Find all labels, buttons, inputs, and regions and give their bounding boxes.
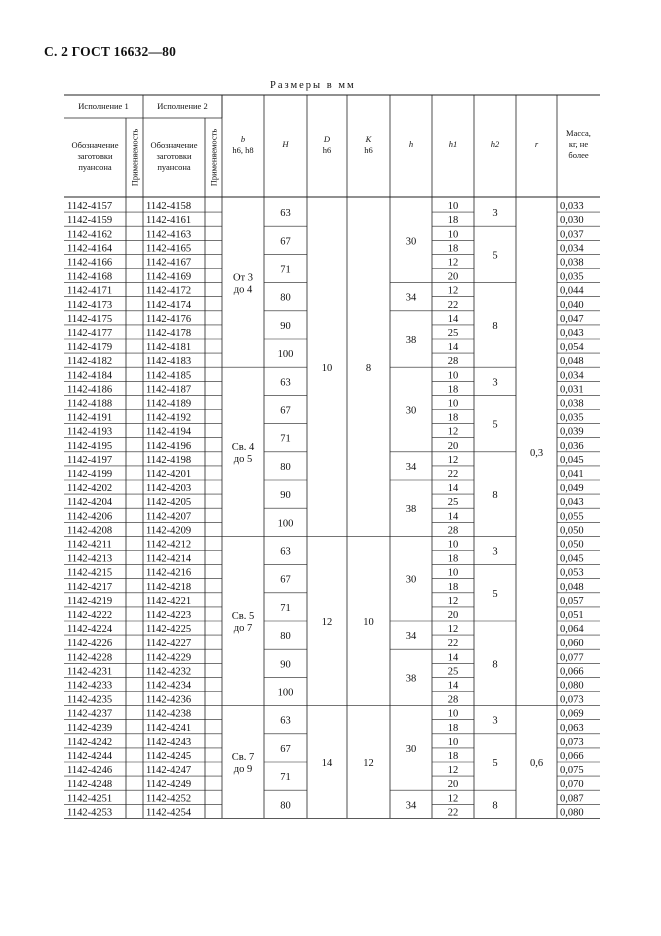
cell-h1: 22: [447, 638, 459, 650]
cell-h1: 28: [447, 694, 459, 706]
header-ispolnenie-2: Исполнение 2: [157, 101, 208, 111]
header-massa: более: [568, 150, 589, 160]
cell-h: 30: [405, 574, 417, 586]
header-massa: кг, не: [568, 139, 589, 149]
cell-oboznachenie-2: 1142-4243: [146, 736, 192, 748]
cell-massa: 0,073: [560, 736, 584, 748]
cell-D: 14: [321, 758, 333, 769]
cell-oboznachenie-1: 1142-4248: [67, 779, 113, 791]
cell-h1: 14: [447, 511, 459, 523]
cell-oboznachenie-1: 1142-4157: [67, 201, 113, 213]
cell-h1: 10: [447, 229, 459, 241]
cell-oboznachenie-2: 1142-4223: [146, 610, 192, 621]
cell-oboznachenie-2: 1142-4181: [146, 342, 192, 354]
cell-massa: 0,066: [560, 666, 584, 678]
cell-H: 63: [280, 715, 291, 727]
cell-oboznachenie-1: 1142-4208: [67, 525, 113, 537]
cell-oboznachenie-2: 1142-4238: [146, 708, 192, 720]
header-oboznachenie-2: пуансона: [157, 162, 191, 172]
cell-oboznachenie-2: 1142-4234: [146, 680, 192, 692]
cell-oboznachenie-1: 1142-4168: [67, 271, 113, 283]
cell-h2: 5: [492, 588, 498, 600]
cell-h1: 18: [447, 722, 459, 734]
cell-h1: 20: [447, 610, 459, 621]
cell-massa: 0,049: [560, 483, 584, 495]
cell-oboznachenie-1: 1142-4177: [67, 328, 113, 339]
cell-oboznachenie-1: 1142-4179: [67, 342, 113, 354]
cell-oboznachenie-1: 1142-4202: [67, 483, 113, 495]
cell-massa: 0,030: [560, 215, 584, 227]
cell-oboznachenie-2: 1142-4227: [146, 638, 192, 650]
cell-oboznachenie-2: 1142-4252: [146, 793, 192, 805]
cell-oboznachenie-2: 1142-4241: [146, 722, 192, 734]
cell-h1: 14: [447, 342, 459, 354]
cell-oboznachenie-2: 1142-4158: [146, 201, 192, 213]
cell-h: 34: [405, 292, 417, 304]
cell-b: От 3: [232, 272, 254, 284]
cell-H: 90: [280, 320, 291, 332]
cell-massa: 0,035: [560, 412, 584, 424]
cell-oboznachenie-1: 1142-4233: [67, 680, 113, 692]
cell-oboznachenie-2: 1142-4189: [146, 398, 192, 410]
cell-massa: 0,031: [560, 384, 584, 396]
cell-H: 67: [280, 574, 291, 586]
cell-massa: 0,037: [560, 229, 584, 241]
cell-oboznachenie-2: 1142-4187: [146, 384, 192, 396]
cell-K: 12: [363, 758, 374, 769]
cell-oboznachenie-2: 1142-4194: [146, 426, 192, 438]
cell-h1: 18: [447, 553, 459, 565]
cell-oboznachenie-2: 1142-4203: [146, 483, 192, 495]
cell-H: 67: [280, 236, 291, 248]
cell-oboznachenie-1: 1142-4219: [67, 595, 113, 607]
cell-H: 100: [277, 518, 294, 530]
cell-massa: 0,069: [560, 708, 584, 720]
cell-oboznachenie-2: 1142-4229: [146, 652, 192, 664]
cell-r: 0,6: [529, 758, 544, 769]
cell-oboznachenie-1: 1142-4197: [67, 454, 113, 466]
cell-oboznachenie-2: 1142-4201: [146, 469, 192, 480]
cell-oboznachenie-2: 1142-4216: [146, 567, 192, 579]
header-primenyaemost: Применяемость: [129, 128, 140, 187]
cell-oboznachenie-2: 1142-4198: [146, 454, 192, 466]
cell-oboznachenie-2: 1142-4172: [146, 285, 192, 297]
cell-oboznachenie-2: 1142-4183: [146, 356, 192, 368]
cell-H: 67: [280, 743, 291, 755]
cell-h1: 10: [447, 567, 459, 579]
cell-H: 71: [280, 433, 291, 445]
cell-h1: 12: [447, 595, 459, 607]
cell-oboznachenie-2: 1142-4249: [146, 779, 192, 791]
cell-oboznachenie-2: 1142-4232: [146, 666, 192, 678]
cell-oboznachenie-2: 1142-4247: [146, 765, 192, 777]
cell-massa: 0,035: [560, 271, 584, 283]
cell-h: 34: [405, 800, 417, 812]
cell-massa: 0,054: [560, 342, 584, 354]
cell-oboznachenie-1: 1142-4173: [67, 299, 113, 311]
cell-H: 63: [280, 546, 291, 558]
cell-H: 80: [280, 631, 291, 643]
cell-b: до 4: [233, 284, 253, 296]
cell-massa: 0,057: [560, 595, 584, 607]
cell-oboznachenie-2: 1142-4236: [146, 694, 192, 706]
cell-b: Св. 7: [231, 752, 255, 763]
cell-massa: 0,075: [560, 765, 584, 777]
cell-massa: 0,033: [560, 201, 584, 213]
header-oboznachenie-2: Обозначение: [150, 140, 198, 150]
cell-massa: 0,038: [560, 257, 584, 269]
header-r: r: [534, 139, 539, 149]
cell-h1: 18: [447, 215, 459, 227]
header-h1: h1: [448, 139, 458, 149]
cell-h1: 20: [447, 779, 459, 791]
cell-oboznachenie-1: 1142-4191: [67, 412, 113, 424]
cell-h2: 3: [492, 377, 498, 389]
cell-h2: 5: [492, 758, 498, 769]
cell-h2: 5: [492, 419, 498, 431]
cell-oboznachenie-1: 1142-4193: [67, 426, 113, 438]
cell-oboznachenie-2: 1142-4169: [146, 271, 192, 283]
cell-oboznachenie-1: 1142-4244: [67, 751, 113, 762]
cell-massa: 0,066: [560, 751, 584, 762]
cell-oboznachenie-1: 1142-4239: [67, 722, 113, 734]
cell-H: 71: [280, 264, 291, 276]
cell-oboznachenie-2: 1142-4207: [146, 511, 192, 523]
cell-oboznachenie-1: 1142-4217: [67, 581, 113, 593]
cell-H: 80: [280, 461, 291, 473]
cell-oboznachenie-2: 1142-4196: [146, 440, 192, 452]
cell-h1: 12: [447, 793, 459, 805]
cell-h1: 20: [447, 440, 459, 452]
cell-massa: 0,080: [560, 807, 584, 819]
cell-oboznachenie-1: 1142-4171: [67, 285, 113, 297]
cell-h1: 28: [447, 525, 459, 537]
cell-H: 100: [277, 687, 294, 699]
header-oboznachenie-2: заготовки: [156, 151, 192, 161]
cell-massa: 0,047: [560, 313, 584, 325]
cell-h1: 12: [447, 285, 459, 297]
cell-massa: 0,036: [560, 440, 584, 452]
cell-h1: 18: [447, 243, 459, 255]
cell-h2: 3: [492, 715, 498, 727]
cell-h1: 12: [447, 624, 459, 636]
cell-massa: 0,050: [560, 525, 584, 537]
cell-h1: 10: [447, 370, 459, 382]
cell-oboznachenie-1: 1142-4231: [67, 666, 113, 678]
cell-h1: 14: [447, 680, 459, 692]
cell-K: 10: [363, 617, 374, 628]
cell-h1: 10: [447, 201, 459, 213]
cell-h1: 25: [447, 497, 459, 509]
cell-oboznachenie-1: 1142-4251: [67, 793, 113, 805]
cell-oboznachenie-2: 1142-4174: [146, 299, 192, 311]
dimensions-caption: Размеры в мм: [270, 80, 356, 91]
cell-h1: 14: [447, 313, 459, 325]
cell-h2: 5: [492, 250, 498, 262]
cell-D: 10: [321, 363, 333, 375]
cell-oboznachenie-1: 1142-4186: [67, 384, 113, 396]
cell-massa: 0,045: [560, 454, 584, 466]
cell-H: 100: [277, 349, 294, 361]
cell-oboznachenie-2: 1142-4205: [146, 497, 192, 509]
cell-r: 0,3: [529, 447, 544, 459]
cell-oboznachenie-1: 1142-4242: [67, 736, 113, 748]
cell-oboznachenie-1: 1142-4195: [67, 440, 113, 452]
cell-h1: 12: [447, 765, 459, 777]
cell-massa: 0,039: [560, 426, 584, 438]
cell-H: 71: [280, 772, 291, 784]
cell-massa: 0,053: [560, 567, 584, 579]
cell-oboznachenie-2: 1142-4221: [146, 595, 192, 607]
cell-massa: 0,043: [560, 328, 584, 339]
cell-h: 30: [405, 236, 417, 248]
cell-h1: 18: [447, 384, 459, 396]
cell-massa: 0,040: [560, 299, 584, 311]
header-oboznachenie-1: Обозначение: [71, 140, 119, 150]
cell-oboznachenie-2: 1142-4212: [146, 539, 192, 551]
cell-h1: 22: [447, 299, 459, 311]
cell-oboznachenie-1: 1142-4188: [67, 398, 113, 410]
cell-oboznachenie-2: 1142-4185: [146, 370, 192, 382]
cell-oboznachenie-2: 1142-4178: [146, 328, 192, 339]
cell-massa: 0,077: [560, 652, 584, 664]
header-massa: Масса,: [566, 128, 591, 138]
header-oboznachenie-1: заготовки: [77, 151, 113, 161]
cell-h2: 8: [492, 659, 498, 671]
cell-oboznachenie-1: 1142-4237: [67, 708, 113, 720]
cell-h1: 18: [447, 412, 459, 424]
cell-h1: 25: [447, 666, 459, 678]
cell-h1: 10: [447, 736, 459, 748]
cell-oboznachenie-1: 1142-4253: [67, 807, 113, 819]
cell-massa: 0,050: [560, 539, 584, 551]
cell-h1: 28: [447, 356, 459, 368]
header-H: H: [282, 139, 289, 149]
cell-oboznachenie-1: 1142-4184: [67, 370, 113, 382]
cell-oboznachenie-1: 1142-4206: [67, 511, 113, 523]
header-primenyaemost: Применяемость: [208, 128, 219, 187]
cell-massa: 0,034: [560, 370, 584, 382]
cell-h1: 18: [447, 581, 459, 593]
cell-massa: 0,087: [560, 793, 584, 805]
cell-h1: 10: [447, 398, 459, 410]
cell-h1: 10: [447, 539, 459, 551]
cell-H: 80: [280, 292, 291, 304]
cell-h1: 14: [447, 652, 459, 664]
cell-oboznachenie-2: 1142-4225: [146, 624, 192, 636]
cell-oboznachenie-1: 1142-4226: [67, 638, 113, 650]
cell-oboznachenie-2: 1142-4163: [146, 229, 192, 241]
header-K: K: [365, 134, 372, 144]
cell-b: до 5: [233, 453, 253, 465]
header-h: h: [408, 139, 414, 149]
cell-oboznachenie-2: 1142-4254: [146, 807, 192, 819]
cell-oboznachenie-1: 1142-4215: [67, 567, 113, 579]
cell-massa: 0,060: [560, 638, 584, 650]
cell-massa: 0,080: [560, 680, 584, 692]
header-D-tolerance: h6: [322, 145, 332, 155]
cell-h1: 10: [447, 708, 459, 720]
cell-h1: 12: [447, 454, 459, 466]
cell-oboznachenie-1: 1142-4199: [67, 469, 113, 480]
cell-massa: 0,043: [560, 497, 584, 509]
cell-h2: 8: [492, 490, 498, 502]
cell-massa: 0,055: [560, 511, 584, 523]
cell-massa: 0,045: [560, 553, 584, 565]
cell-oboznachenie-1: 1142-4222: [67, 610, 113, 621]
cell-oboznachenie-2: 1142-4165: [146, 243, 192, 255]
page-header: С. 2 ГОСТ 16632—80: [44, 44, 177, 59]
cell-oboznachenie-2: 1142-4218: [146, 581, 192, 593]
cell-h2: 3: [492, 208, 498, 220]
header-ispolnenie-1: Исполнение 1: [78, 101, 129, 111]
cell-oboznachenie-1: 1142-4213: [67, 553, 113, 565]
cell-H: 63: [280, 208, 291, 220]
cell-b: до 9: [233, 764, 253, 775]
cell-oboznachenie-1: 1142-4159: [67, 215, 113, 227]
header-oboznachenie-1: пуансона: [78, 162, 112, 172]
cell-H: 90: [280, 659, 291, 671]
header-D: D: [323, 134, 331, 144]
cell-oboznachenie-1: 1142-4204: [67, 497, 113, 509]
cell-h2: 8: [492, 800, 498, 812]
cell-h1: 22: [447, 469, 459, 480]
cell-oboznachenie-2: 1142-4192: [146, 412, 192, 424]
cell-h2: 3: [492, 546, 498, 558]
cell-oboznachenie-1: 1142-4162: [67, 229, 113, 241]
cell-h1: 12: [447, 257, 459, 269]
cell-massa: 0,044: [560, 285, 584, 297]
header-b-tolerance: h6, h8: [232, 145, 254, 155]
cell-massa: 0,041: [560, 469, 584, 480]
cell-H: 90: [280, 490, 291, 502]
header-K-tolerance: h6: [364, 145, 373, 155]
cell-oboznachenie-2: 1142-4176: [146, 313, 192, 325]
cell-h2: 8: [492, 320, 498, 332]
cell-oboznachenie-1: 1142-4246: [67, 765, 113, 777]
cell-oboznachenie-1: 1142-4211: [67, 539, 112, 551]
cell-massa: 0,064: [560, 624, 584, 636]
cell-oboznachenie-1: 1142-4228: [67, 652, 113, 664]
cell-oboznachenie-2: 1142-4214: [146, 553, 192, 565]
cell-h1: 22: [447, 807, 459, 819]
cell-H: 67: [280, 405, 291, 417]
cell-oboznachenie-2: 1142-4167: [146, 257, 192, 269]
cell-massa: 0,048: [560, 356, 584, 368]
cell-H: 63: [280, 377, 291, 389]
cell-oboznachenie-1: 1142-4224: [67, 624, 113, 636]
cell-oboznachenie-1: 1142-4175: [67, 313, 113, 325]
cell-b: до 7: [233, 623, 253, 634]
cell-K: 8: [365, 363, 372, 375]
header-b: b: [240, 134, 246, 144]
cell-h1: 25: [447, 328, 459, 339]
cell-h: 38: [405, 673, 417, 685]
cell-massa: 0,070: [560, 779, 584, 791]
cell-h: 34: [405, 631, 417, 643]
cell-b: Св. 4: [231, 441, 255, 453]
cell-oboznachenie-2: 1142-4245: [146, 751, 192, 762]
cell-h: 38: [405, 335, 417, 346]
cell-h1: 14: [447, 483, 459, 495]
cell-H: 71: [280, 602, 291, 614]
cell-h: 30: [405, 405, 417, 417]
cell-massa: 0,063: [560, 722, 584, 734]
cell-oboznachenie-1: 1142-4166: [67, 257, 113, 269]
cell-massa: 0,038: [560, 398, 584, 410]
cell-massa: 0,048: [560, 581, 584, 593]
cell-h1: 12: [447, 426, 459, 438]
cell-h1: 20: [447, 271, 459, 283]
cell-h1: 18: [447, 751, 459, 762]
cell-D: 12: [321, 617, 333, 628]
cell-h: 30: [405, 743, 417, 755]
cell-oboznachenie-2: 1142-4161: [146, 215, 192, 227]
cell-massa: 0,034: [560, 243, 584, 255]
cell-H: 80: [280, 800, 291, 812]
cell-h: 38: [405, 504, 417, 516]
cell-oboznachenie-1: 1142-4164: [67, 243, 113, 255]
cell-oboznachenie-1: 1142-4235: [67, 694, 113, 706]
cell-massa: 0,073: [560, 694, 584, 706]
header-h2: h2: [490, 139, 500, 149]
cell-massa: 0,051: [560, 610, 584, 621]
cell-b: Св. 5: [231, 611, 255, 622]
cell-oboznachenie-2: 1142-4209: [146, 525, 192, 537]
cell-oboznachenie-1: 1142-4182: [67, 356, 113, 368]
cell-h: 34: [405, 461, 417, 473]
